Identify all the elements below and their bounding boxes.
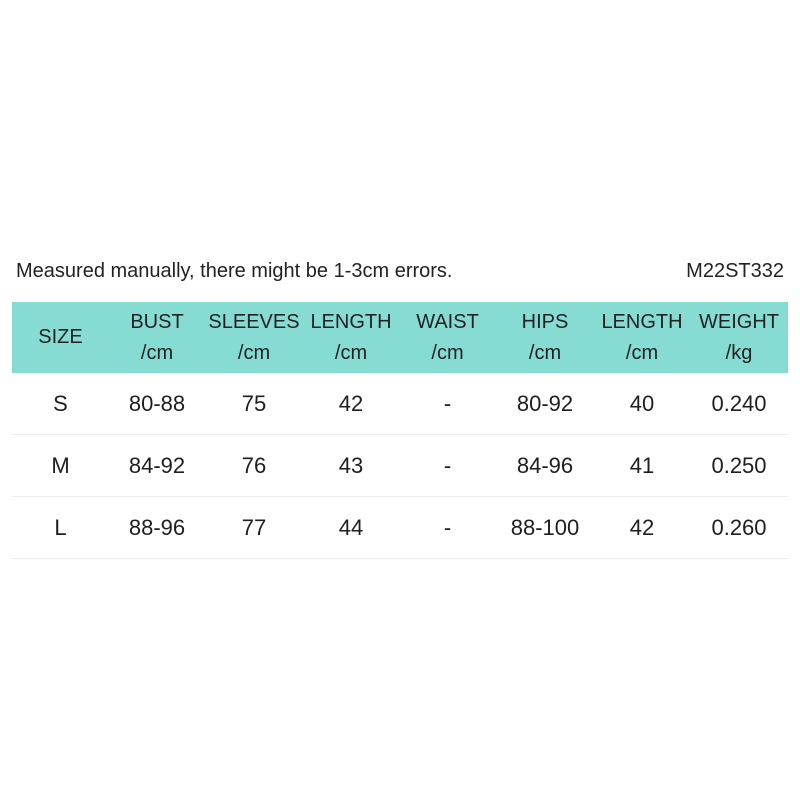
size-chart-table bbox=[12, 302, 788, 559]
cell-weight: 0.250 bbox=[690, 435, 788, 497]
header-label: WAIST bbox=[416, 310, 479, 333]
header-unit: /kg bbox=[725, 341, 753, 364]
cell-bust: 84-92 bbox=[109, 435, 205, 497]
cell-sleeves: 76 bbox=[205, 435, 303, 497]
header-length-2 bbox=[594, 302, 690, 373]
header-label: BUST bbox=[130, 310, 184, 333]
cell-hips: 84-96 bbox=[496, 435, 594, 497]
measurement-note-row bbox=[16, 256, 784, 286]
cell-hips: 80-92 bbox=[496, 373, 594, 435]
table-row bbox=[12, 373, 788, 435]
cell-length-2: 41 bbox=[594, 435, 690, 497]
cell-size: L bbox=[12, 497, 109, 559]
header-bust bbox=[109, 302, 205, 373]
header-unit: /cm bbox=[237, 341, 271, 364]
cell-waist: - bbox=[399, 435, 496, 497]
table-row bbox=[12, 435, 788, 497]
table-row bbox=[12, 497, 788, 559]
cell-waist: - bbox=[399, 497, 496, 559]
cell-size: M bbox=[12, 435, 109, 497]
header-unit: /cm bbox=[625, 341, 659, 364]
cell-waist: - bbox=[399, 373, 496, 435]
header-label: LENGTH bbox=[310, 310, 392, 333]
cell-sleeves: 77 bbox=[205, 497, 303, 559]
header-weight bbox=[690, 302, 788, 373]
cell-length: 42 bbox=[303, 373, 399, 435]
cell-length: 44 bbox=[303, 497, 399, 559]
cell-hips: 88-100 bbox=[496, 497, 594, 559]
table-header-row bbox=[12, 302, 788, 373]
header-label: HIPS bbox=[521, 310, 569, 333]
header-unit: /cm bbox=[431, 341, 464, 364]
cell-bust: 88-96 bbox=[109, 497, 205, 559]
header-length bbox=[303, 302, 399, 373]
cell-sleeves: 75 bbox=[205, 373, 303, 435]
cell-size: S bbox=[12, 373, 109, 435]
header-size bbox=[12, 302, 109, 373]
header-label: SIZE bbox=[38, 326, 83, 348]
cell-length-2: 42 bbox=[594, 497, 690, 559]
header-unit: /cm bbox=[140, 341, 174, 364]
measurement-disclaimer: Measured manually, there might be 1-3cm errors. bbox=[16, 259, 453, 282]
cell-length-2: 40 bbox=[594, 373, 690, 435]
header-waist bbox=[399, 302, 496, 373]
header-label: SLEEVES bbox=[208, 310, 300, 333]
header-unit: /cm bbox=[334, 341, 368, 364]
cell-length: 43 bbox=[303, 435, 399, 497]
cell-weight: 0.240 bbox=[690, 373, 788, 435]
header-label: WEIGHT bbox=[699, 310, 779, 333]
cell-bust: 80-88 bbox=[109, 373, 205, 435]
header-sleeves bbox=[205, 302, 303, 373]
header-hips bbox=[496, 302, 594, 373]
product-code: M22ST332 bbox=[686, 259, 784, 282]
cell-weight: 0.260 bbox=[690, 497, 788, 559]
header-unit: /cm bbox=[528, 341, 562, 364]
header-label: LENGTH bbox=[601, 310, 683, 333]
